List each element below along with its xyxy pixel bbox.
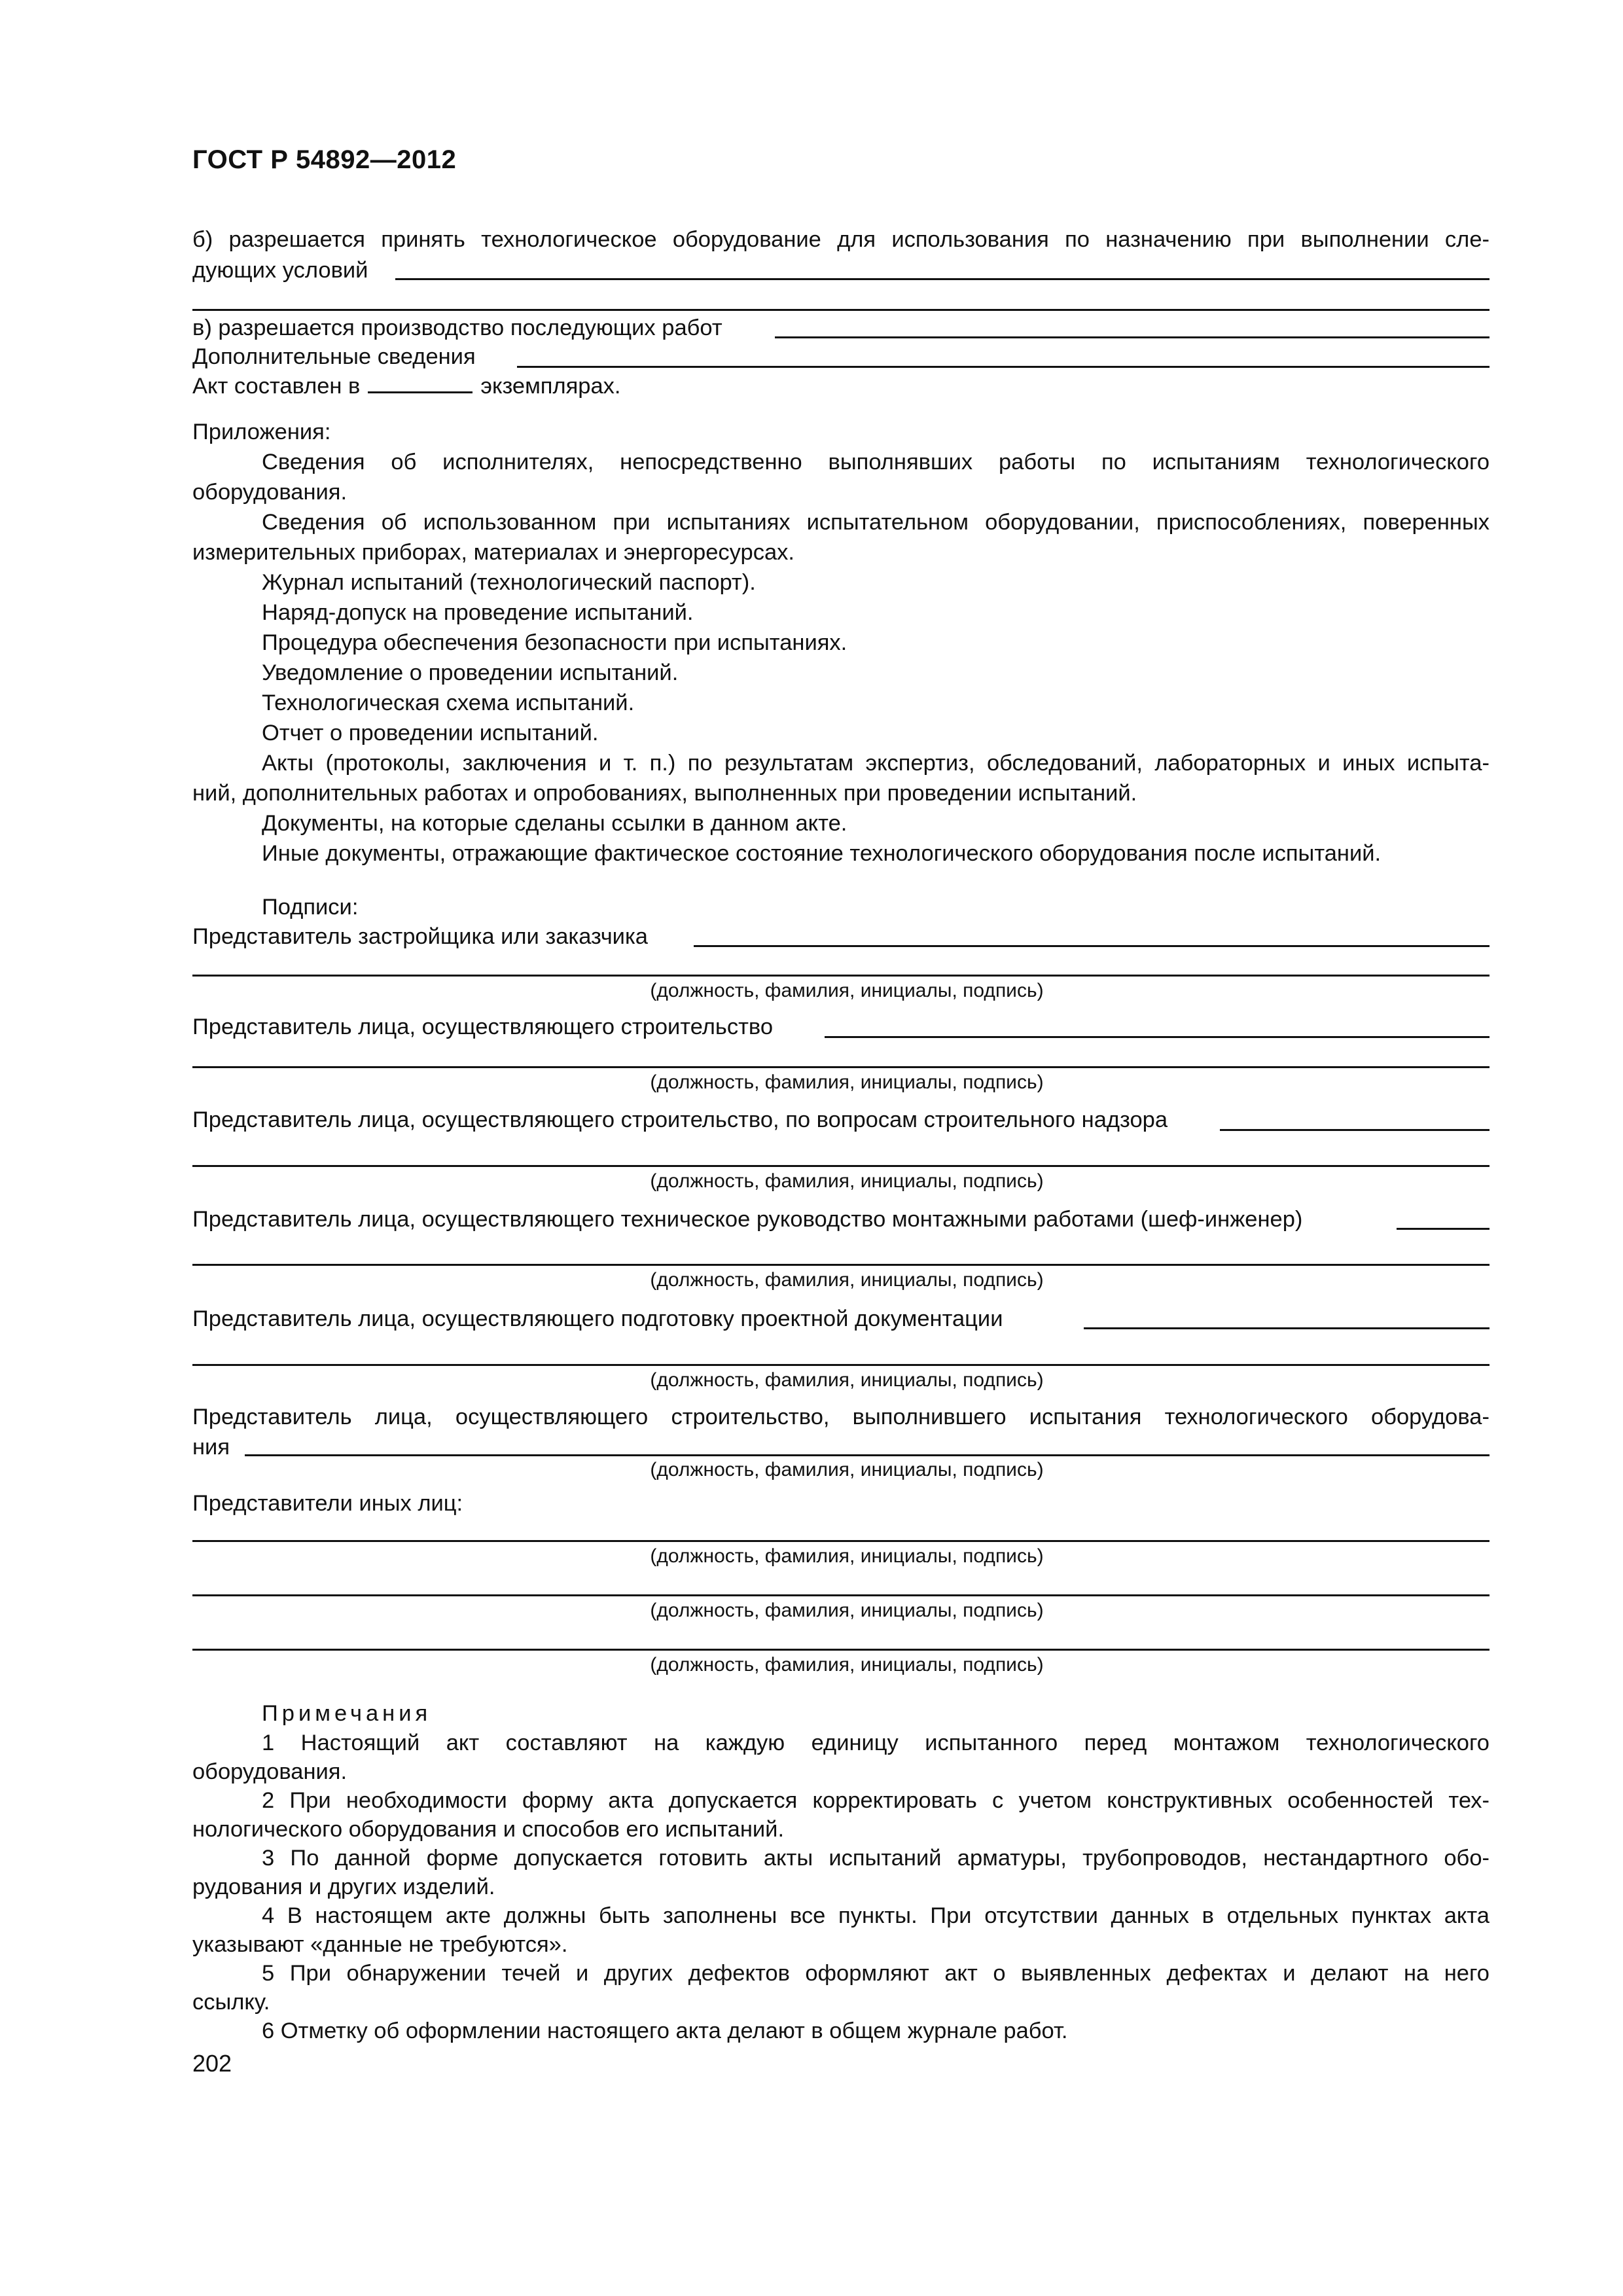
signature-line-chief-engineer bbox=[1397, 1228, 1489, 1230]
appendix-item: Документы, на которые сделаны ссылки в данном акте. bbox=[262, 811, 847, 836]
appendix-item: Отчет о проведении испытаний. bbox=[262, 721, 599, 745]
note-line: оборудования. bbox=[192, 1759, 348, 1784]
fill-line-v-works bbox=[775, 336, 1489, 338]
appendix-item: Иные документы, отражающие фактическое состояние технологического оборудования после испытаний. bbox=[262, 841, 1382, 866]
signature-caption: (должность, фамилия, инициалы, подпись) bbox=[650, 1654, 1044, 1676]
note-line: 5 При обнаружении течей и других дефектов оформляют акт о выявленных дефектах и делают на него bbox=[262, 1961, 1489, 1986]
signature-caption: (должность, фамилия, инициалы, подпись) bbox=[650, 1269, 1044, 1291]
signature-line-chief-engineer-2 bbox=[192, 1264, 1489, 1266]
signature-line-supervision-2 bbox=[192, 1165, 1489, 1167]
appendix-item: Сведения об исполнителях, непосредственно выполнявших работы по испытаниям технологического bbox=[262, 450, 1489, 475]
appendix-item: Акты (протоколы, заключения и т. п.) по результатам экспертиз, обследований, лабораторных и иных испыта- bbox=[262, 751, 1489, 776]
signature-line-designer-2 bbox=[192, 1364, 1489, 1366]
extra-info-label: Дополнительные сведения bbox=[192, 344, 476, 369]
signature-caption: (должность, фамилия, инициалы, подпись) bbox=[650, 1170, 1044, 1192]
appendix-item: Наряд-допуск на проведение испытаний. bbox=[262, 600, 694, 625]
fill-line-extra-info bbox=[517, 366, 1489, 368]
appendix-item: Журнал испытаний (технологический паспорт). bbox=[262, 570, 756, 595]
appendix-item: оборудования. bbox=[192, 480, 348, 505]
document-header: ГОСТ Р 54892—2012 bbox=[192, 145, 457, 174]
signature-label-builder: Представитель лица, осуществляющего строительство bbox=[192, 1014, 774, 1039]
signature-line-builder bbox=[825, 1036, 1489, 1038]
note-line: нологического оборудования и способов его испытаний. bbox=[192, 1817, 785, 1842]
appendix-item: Сведения об использованном при испытаниях испытательном оборудовании, приспособлениях, поверенных bbox=[262, 510, 1489, 535]
appendix-item: Уведомление о проведении испытаний. bbox=[262, 660, 679, 685]
note-line: ссылку. bbox=[192, 1990, 270, 2015]
note-line: 1 Настоящий акт составляют на каждую единицу испытанного перед монтажом технологического bbox=[262, 1731, 1489, 1755]
copies-line bbox=[192, 371, 1489, 401]
note-line: указывают «данные не требуются». bbox=[192, 1932, 568, 1957]
appendix-item: Технологическая схема испытаний. bbox=[262, 691, 635, 715]
signature-line-other-3 bbox=[192, 1649, 1489, 1651]
signature-line-customer-2 bbox=[192, 975, 1489, 977]
signature-label-tester-line1: Представитель лица, осуществляющего строительство, выполнившего испытания технологического оборудова- bbox=[192, 1405, 1489, 1429]
signature-line-other-2 bbox=[192, 1594, 1489, 1596]
page-number: 202 bbox=[192, 2050, 232, 2077]
signature-line-supervision bbox=[1220, 1129, 1489, 1131]
notes-title: Примечания bbox=[262, 1701, 432, 1726]
signature-label-chief-engineer: Представитель лица, осуществляющего техническое руководство монтажными работами (шеф-инженер) bbox=[192, 1207, 1303, 1232]
fill-line-b-conditions-2 bbox=[192, 309, 1489, 311]
signature-line-other-1 bbox=[192, 1540, 1489, 1542]
copies-prefix: Акт составлен в bbox=[192, 374, 361, 399]
signature-label-others: Представители иных лиц: bbox=[192, 1491, 463, 1516]
signature-line-customer bbox=[694, 945, 1489, 947]
decision-v-line: в) разрешается производство последующих работ bbox=[192, 315, 722, 340]
copies-suffix: экземплярах. bbox=[480, 374, 621, 399]
signature-caption: (должность, фамилия, инициалы, подпись) bbox=[650, 1545, 1044, 1567]
signature-label-designer: Представитель лица, осуществляющего подготовку проектной документации bbox=[192, 1306, 1003, 1331]
signature-label-supervision: Представитель лица, осуществляющего строительство, по вопросам строительного надзора bbox=[192, 1107, 1168, 1132]
signatures-title: Подписи: bbox=[262, 895, 359, 920]
appendices-title: Приложения: bbox=[192, 420, 331, 444]
signature-label-customer: Представитель застройщика или заказчика bbox=[192, 924, 648, 949]
signature-caption: (должность, фамилия, инициалы, подпись) bbox=[650, 1071, 1044, 1093]
decision-b-line2: дующих условий bbox=[192, 258, 368, 283]
signature-line-tester bbox=[245, 1454, 1489, 1456]
signature-caption: (должность, фамилия, инициалы, подпись) bbox=[650, 1369, 1044, 1391]
appendix-item: измерительных приборах, материалах и энергоресурсах. bbox=[192, 540, 794, 565]
signature-caption: (должность, фамилия, инициалы, подпись) bbox=[650, 980, 1044, 1001]
signature-label-tester-line2: ния bbox=[192, 1435, 230, 1460]
document-page bbox=[192, 0, 1489, 2296]
signature-caption: (должность, фамилия, инициалы, подпись) bbox=[650, 1600, 1044, 1621]
note-line: рудования и других изделий. bbox=[192, 1874, 495, 1899]
decision-b-line1: б) разрешается принять технологическое оборудование для использования по назначению при выполнении сле- bbox=[192, 227, 1489, 252]
appendix-item: ний, дополнительных работах и опробованиях, выполненных при проведении испытаний. bbox=[192, 781, 1137, 806]
signature-line-designer bbox=[1084, 1327, 1489, 1329]
fill-line-b-conditions bbox=[395, 278, 1489, 280]
note-line: 3 По данной форме допускается готовить акты испытаний арматуры, трубопроводов, нестандартного обо- bbox=[262, 1846, 1489, 1871]
signature-line-builder-2 bbox=[192, 1066, 1489, 1068]
copies-count-blank bbox=[368, 372, 473, 393]
note-line: 4 В настоящем акте должны быть заполнены все пункты. При отсутствии данных в отдельных пунктах акта bbox=[262, 1903, 1489, 1928]
note-line: 2 При необходимости форму акта допускается корректировать с учетом конструктивных особенностей тех- bbox=[262, 1788, 1489, 1813]
appendix-item: Процедура обеспечения безопасности при испытаниях. bbox=[262, 630, 847, 655]
note-line: 6 Отметку об оформлении настоящего акта делают в общем журнале работ. bbox=[262, 2018, 1068, 2043]
signature-caption: (должность, фамилия, инициалы, подпись) bbox=[650, 1459, 1044, 1480]
